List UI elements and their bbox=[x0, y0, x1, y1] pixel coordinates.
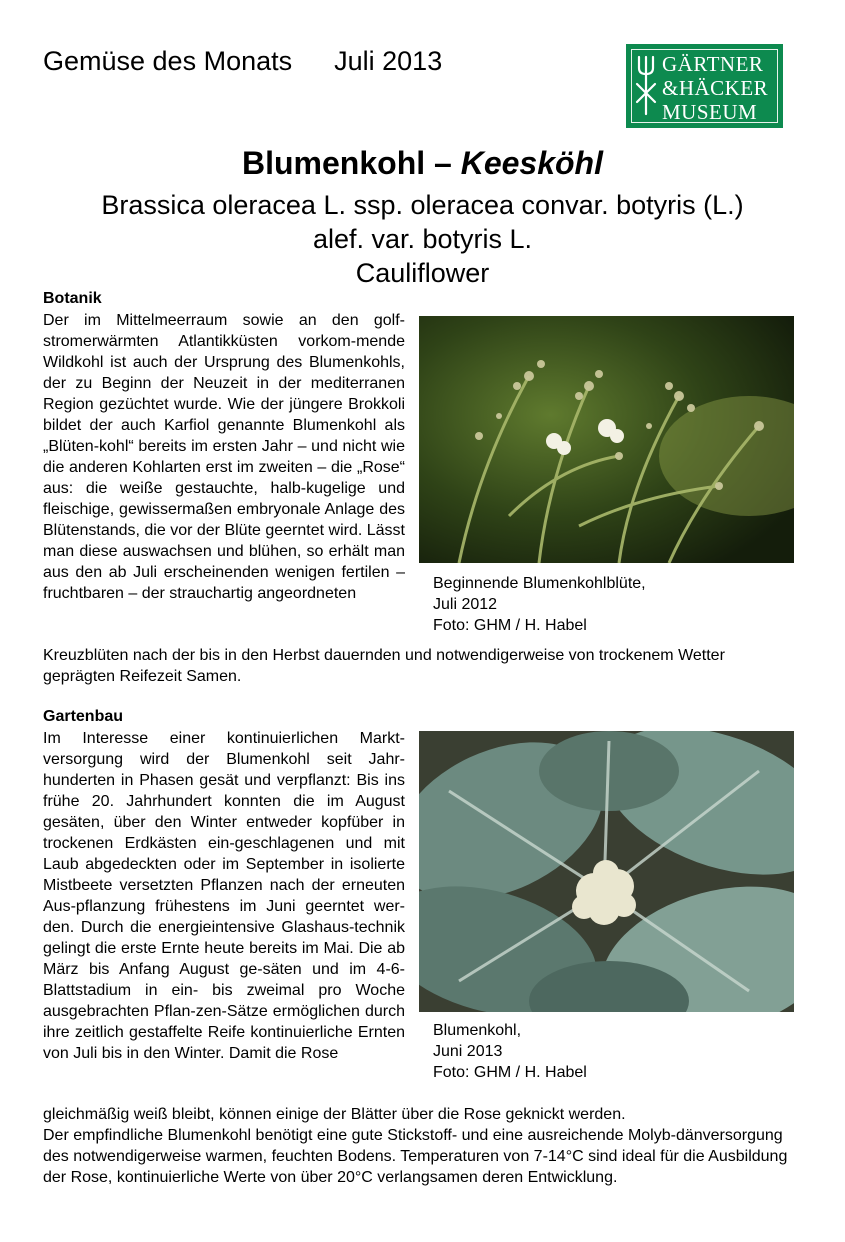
issue-month: Juli 2013 bbox=[334, 46, 443, 76]
gartenbau-paragraph-continued: gleichmäßig weiß bleibt, können einige der Blätter über die Rose geknickt werden. bbox=[43, 1106, 626, 1123]
english-name: Cauliflower bbox=[355, 258, 490, 288]
caption-line: Foto: GHM / H. Habel bbox=[433, 617, 587, 634]
title-main: Blumenkohl – bbox=[242, 145, 461, 181]
cauliflower-photo-illustration bbox=[419, 731, 794, 1012]
gartenbau-continuation bbox=[43, 1104, 795, 1188]
page-header bbox=[43, 46, 442, 77]
section-heading-gartenbau: Gartenbau bbox=[43, 708, 124, 725]
caption-line: Juli 2012 bbox=[433, 596, 498, 613]
botanik-paragraph: Der im Mittelmeerraum sowie an den golf-stromerwärmten Atlantikküsten vorkom-mende Wildkohl ist auch der Ursprung des Blumenkohls, der zu Beginn der Neuzeit in der mediterranen Region gezüchtet wurde. Wie der jüngere Brokkoli bildet der auch Karfiol genannte Blumenkohl als „Blüten-kohl“ bereits im ersten Jahr – und nicht wie die anderen Kohlarten erst im zweiten – die „Rose“ aus: die weiße gestauchte, halb-kugelige und fleischige, gewissermaßen embryonale Anlage des Blütenstands, die vor der Blüte geerntet wird. Lässt man diese auswachsen und blühen, so erhält man aus den ab Juli erscheinenden wenigen fertilen – fruchtbaren – der strauchartig angeordneten bbox=[43, 312, 405, 602]
photo-cauliflower-blossom bbox=[419, 316, 794, 563]
gartenbau-column bbox=[43, 728, 405, 1064]
section-heading-botanik: Botanik bbox=[43, 290, 102, 307]
logo-text bbox=[662, 52, 768, 124]
botanik-paragraph-continued: Kreuzblüten nach der bis in den Herbst dauernden und notwendigerweise von trockenem Wetter geprägten Reifezeit Samen. bbox=[43, 647, 725, 685]
series-title: Gemüse des Monats bbox=[43, 46, 293, 76]
botanik-continuation bbox=[43, 645, 793, 687]
caption-line: Blumenkohl, bbox=[433, 1022, 522, 1039]
fork-and-crossed-tools-icon bbox=[635, 54, 657, 116]
museum-logo bbox=[626, 44, 783, 128]
botanik-column bbox=[43, 310, 405, 604]
caption-line: Juni 2013 bbox=[433, 1043, 503, 1060]
title-dialect-name: Keesköhl bbox=[460, 145, 603, 181]
blossom-photo-illustration bbox=[419, 316, 794, 563]
logo-line-2: &HÄCKER bbox=[662, 76, 769, 100]
gartenbau-paragraph-soil: Der empfindliche Blumenkohl benötigt eine gute Stickstoff- und eine ausreichende Molyb-dänversorgung des notwendigerweise warmen, feuchten Bodens. Temperaturen von 7-14°C sind ideal für die Ausbildung der Rose, kontinuierliche Werte von über 20°C verlangsamen deren Entwicklung. bbox=[43, 1127, 788, 1186]
gartenbau-paragraph: Im Interesse einer kontinuierlichen Markt-versorgung wird der Blumenkohl seit Jahr-hunderten in Phasen gesät und verpflanzt: Bis ins frühe 20. Jahrhundert konnten die im August gesäten, über den Winter entweder kopfüber in trockenen Erdkästen ein-geschlagenen und mit Laub abgedeckten oder im September in isolierte Mistbeete versetzten Pflanzen nach der erneuten Aus-pflanzung frühestens im Juni geerntet wer-den. Durch die energieintensive Glashaus-technik gelingt die erste Ernte heute bereits im Mai. Die ab März bis Anfang August ge-säten und im 4-6-Blattstadium in ein- bis zweimal pro Woche ausgebrachten Pflan-zen-Sätze ermöglichen durch ihre zeitlich gestaffelte Reife kontinuierliche Ernten von Juli bis in den Winter. Damit die Rose bbox=[43, 730, 405, 1062]
scientific-name-line-1: Brassica oleracea L. ssp. oleracea convar. botyris (L.) bbox=[101, 190, 744, 220]
photo-caption-plant bbox=[433, 1020, 587, 1083]
page-title bbox=[0, 145, 845, 182]
logo-line-3: MUSEUM bbox=[662, 100, 758, 124]
scientific-name-line-2: alef. var. botyris L. bbox=[312, 224, 533, 254]
caption-line: Beginnende Blumenkohlblüte, bbox=[433, 575, 646, 592]
logo-line-1: GÄRTNER bbox=[662, 52, 764, 76]
photo-cauliflower-plant bbox=[419, 731, 794, 1012]
photo-caption-blossom bbox=[433, 573, 646, 636]
caption-line: Foto: GHM / H. Habel bbox=[433, 1064, 587, 1081]
